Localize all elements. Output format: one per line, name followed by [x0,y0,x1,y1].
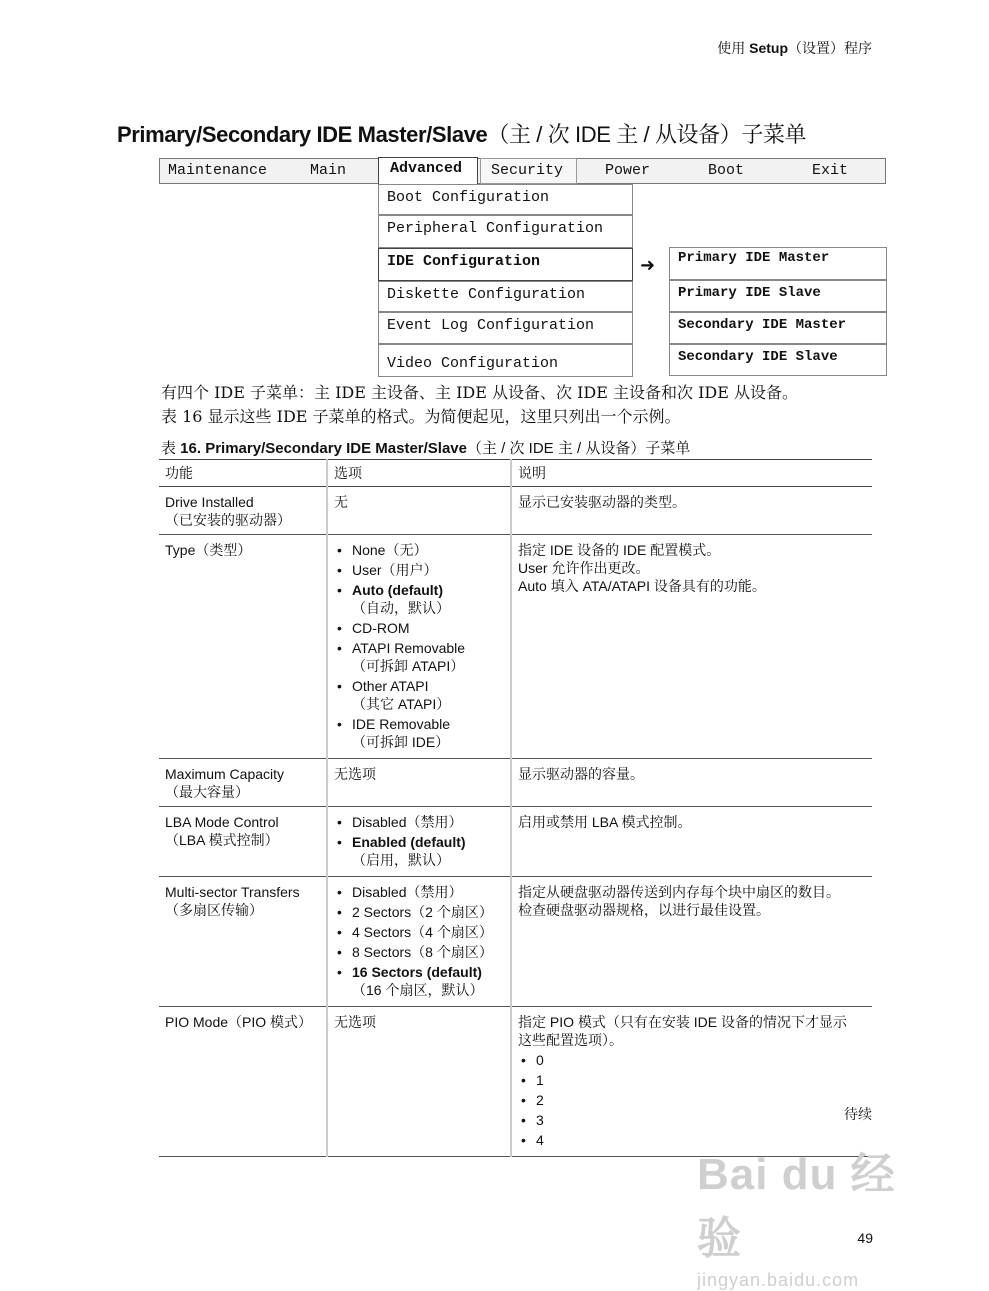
col-header-options: 选项 [327,460,511,487]
list-item: • 2 Sectors（2 个扇区） [334,903,504,921]
description-cell: 指定 IDE 设备的 IDE 配置模式。 User 允许作出更改。 Auto 填入 ATA/ATAPI 设备具有的功能。 [511,535,872,759]
dropdown-item-video-configuration[interactable]: Video Configuration [378,344,633,377]
list-item: • 4 Sectors（4 个扇区） [334,923,504,941]
feature-cell: Maximum Capacity （最大容量） [159,759,327,807]
table-row [159,487,872,535]
intro-paragraph-line-1: 有四个 IDE 子菜单：主 IDE 主设备、主 IDE 从设备、次 IDE 主设备和次 IDE 从设备。 [161,383,799,402]
continued-note: 待续 [844,1106,872,1122]
submenu-primary-ide-master[interactable]: Primary IDE Master [669,247,887,280]
options-cell: 无 [327,487,511,535]
dropdown-item-diskette-configuration[interactable]: Diskette Configuration [378,281,633,312]
col-header-feature: 功能 [159,460,327,487]
watermark-logo: Bai du 经验 [697,1150,896,1263]
bios-menu-bar [159,158,886,184]
list-item: • Enabled (default) （启用，默认） [334,833,504,869]
list-item: • Disabled（禁用） [334,883,504,901]
list-item: • 0 [518,1051,866,1069]
description-cell: 指定从硬盘驱动器传送到内存每个块中扇区的数目。 检查硬盘驱动器规格，以进行最佳设置。 [511,877,872,1007]
submenu-secondary-ide-master[interactable]: Secondary IDE Master [669,312,887,344]
description-cell: 显示已安装驱动器的类型。 [511,487,872,535]
description-cell: 显示驱动器的容量。 [511,759,872,807]
description-cell: 启用或禁用 LBA 模式控制。 [511,807,872,877]
options-cell [327,877,511,1007]
table-row [159,807,872,877]
menu-advanced[interactable]: Advanced [378,157,478,185]
list-item: • Auto (default) （自动，默认） [334,581,504,617]
menu-security[interactable]: Security [480,158,577,184]
list-item: • 8 Sectors（8 个扇区） [334,943,504,961]
list-item: • 16 Sectors (default) （16 个扇区，默认） [334,963,504,999]
watermark-url: jingyan.baidu.com [697,1270,860,1290]
ide-submenu-table [159,459,872,1157]
menu-power[interactable]: Power [605,162,651,179]
col-header-description: 说明 [511,460,872,487]
dropdown-item-boot-configuration[interactable]: Boot Configuration [378,184,633,215]
table-row [159,877,872,1007]
options-cell [327,807,511,877]
options-cell [327,535,511,759]
options-cell: 无选项 [327,1007,511,1157]
list-item: • IDE Removable （可拆卸 IDE） [334,715,504,751]
list-item: • Disabled（禁用） [334,813,504,831]
list-item: • 2 [518,1091,866,1109]
page-title: Primary/Secondary IDE Master/Slave（主 / 次 IDE 主 / 从设备）子菜单 [117,122,807,147]
list-item: • User（用户） [334,561,504,579]
feature-cell: LBA Mode Control （LBA 模式控制） [159,807,327,877]
feature-cell: Multi-sector Transfers （多扇区传输） [159,877,327,1007]
list-item: • None（无） [334,541,504,559]
list-item: • Other ATAPI （其它 ATAPI） [334,677,504,713]
dropdown-item-ide-configuration[interactable]: IDE Configuration [378,248,633,281]
submenu-secondary-ide-slave[interactable]: Secondary IDE Slave [669,344,887,376]
table-row [159,1007,872,1157]
feature-cell: Drive Installed （已安装的驱动器） [159,487,327,535]
table-row [159,535,872,759]
running-header: 使用 Setup（设置）程序 [717,40,872,56]
baidu-watermark [697,1138,927,1290]
page-number: 49 [857,1230,873,1246]
list-item: • 1 [518,1071,866,1089]
list-item: • 4 [518,1131,866,1149]
table-caption: 表 16. Primary/Secondary IDE Master/Slave（主 / 次 IDE 主 / 从设备）子菜单 [161,440,691,457]
options-cell: 无选项 [327,759,511,807]
right-arrow-icon: ➜ [640,255,656,275]
menu-exit[interactable]: Exit [812,162,849,179]
feature-cell: Type（类型） [159,535,327,759]
dropdown-item-event-log-configuration[interactable]: Event Log Configuration [378,312,633,344]
list-item: • CD-ROM [334,619,504,637]
feature-cell: PIO Mode（PIO 模式） [159,1007,327,1157]
menu-boot[interactable]: Boot [708,162,745,179]
menu-main[interactable]: Main [310,162,347,179]
description-cell: 指定 PIO 模式（只有在安装 IDE 设备的情况下才显示 这些配置选项）。 • 0 • 1 • 2 • 3 • 4 [511,1007,872,1157]
intro-paragraph-line-2: 表 16 显示这些 IDE 子菜单的格式。为简便起见，这里只列出一个示例。 [161,407,681,426]
list-item: • 3 [518,1111,866,1129]
table-header-row [159,460,872,487]
dropdown-item-peripheral-configuration[interactable]: Peripheral Configuration [378,215,633,248]
submenu-primary-ide-slave[interactable]: Primary IDE Slave [669,280,887,312]
menu-maintenance[interactable]: Maintenance [168,162,268,179]
list-item: • ATAPI Removable （可拆卸 ATAPI） [334,639,504,675]
table-row [159,759,872,807]
